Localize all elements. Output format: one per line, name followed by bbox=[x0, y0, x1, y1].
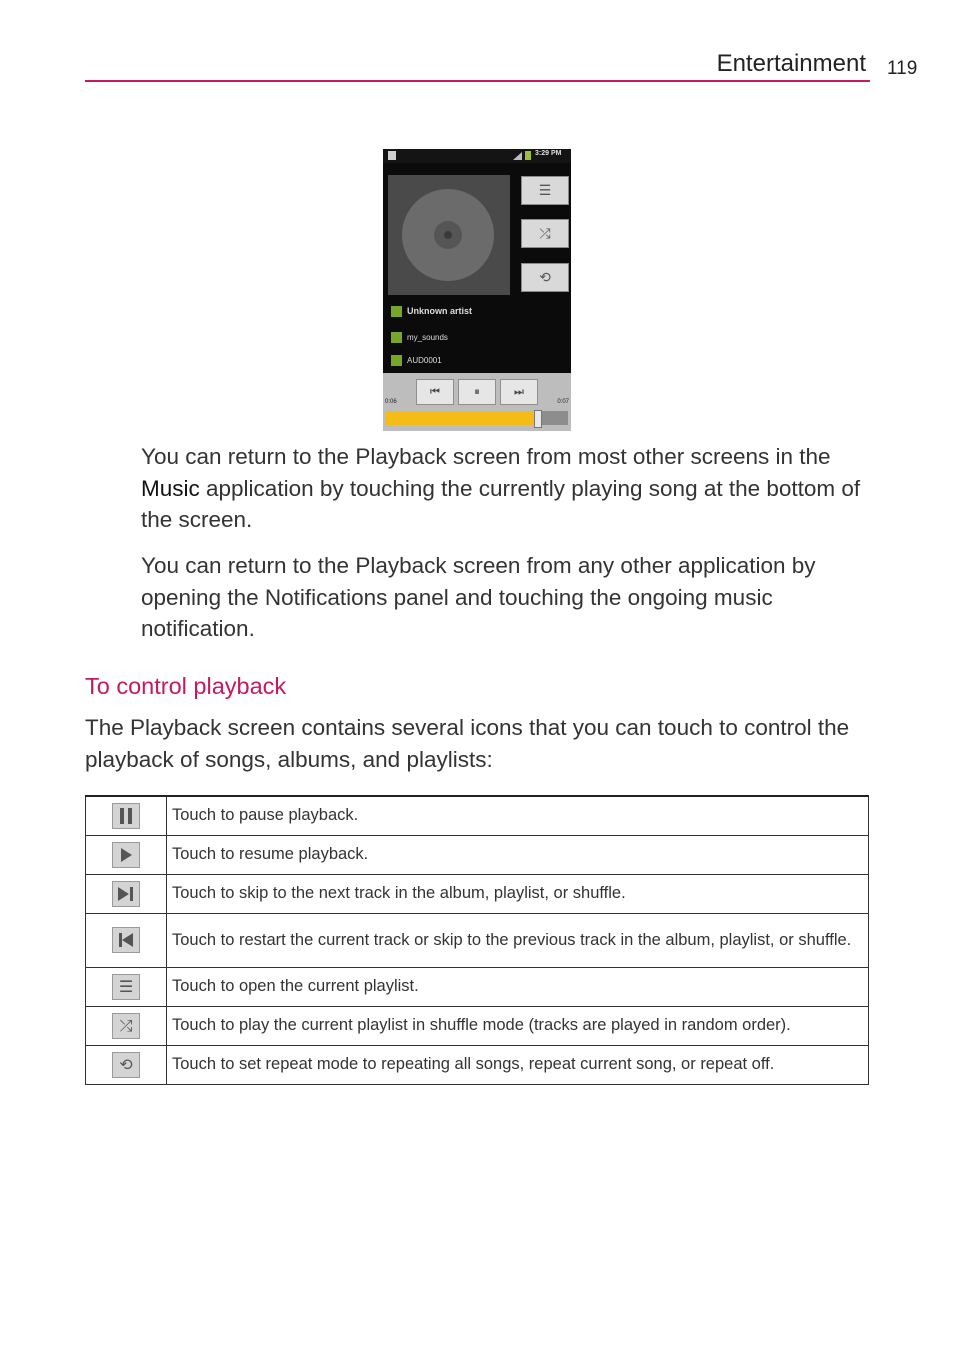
previous-track-icon bbox=[112, 927, 140, 953]
shuffle-icon: ⤮ bbox=[112, 1013, 140, 1039]
table-row bbox=[86, 913, 869, 967]
playlist-button[interactable] bbox=[521, 176, 569, 205]
playlist-icon: ☰ bbox=[538, 182, 552, 198]
playback-screenshot bbox=[383, 149, 571, 431]
previous-track-icon: ⏮ bbox=[430, 385, 440, 398]
total-time: 0:07 bbox=[557, 399, 569, 405]
p1-text-end: application by touching the currently playing song at the bottom of the screen. bbox=[141, 475, 861, 532]
song-row[interactable] bbox=[391, 353, 442, 367]
notification-icon bbox=[388, 151, 396, 160]
next-track-icon: ⏭ bbox=[514, 385, 524, 398]
p1-text-start: You can return to the Playback screen from most other screens in the bbox=[141, 444, 831, 469]
song-icon bbox=[391, 355, 402, 366]
paragraph-icons-intro: The Playback screen contains several icons that you can touch to control the playback of songs, albums, and playlists: bbox=[85, 715, 850, 772]
shuffle-button[interactable] bbox=[521, 219, 569, 248]
shuffle-icon: ⤮ bbox=[539, 225, 551, 241]
section-heading: To control playback bbox=[85, 673, 287, 699]
next-button[interactable] bbox=[500, 379, 538, 405]
album-art bbox=[388, 175, 510, 295]
repeat-icon: ⟲ bbox=[112, 1052, 140, 1078]
previous-button[interactable] bbox=[416, 379, 454, 405]
pause-icon: ⏸ bbox=[474, 385, 480, 398]
album-label: my_sounds bbox=[407, 332, 448, 342]
header-divider bbox=[85, 80, 870, 82]
repeat-button[interactable] bbox=[521, 263, 569, 292]
play-icon bbox=[112, 842, 140, 868]
page-number: 119 bbox=[887, 58, 918, 79]
table-row bbox=[86, 835, 869, 874]
pause-button[interactable] bbox=[458, 379, 496, 405]
table-row bbox=[86, 1006, 869, 1045]
icon-description: Touch to play the current playlist in shuffle mode (tracks are played in random order). bbox=[167, 1006, 869, 1045]
artist-label: Unknown artist bbox=[407, 306, 473, 316]
table-row bbox=[86, 796, 869, 835]
icon-description: Touch to restart the current track or skip to the previous track in the album, playlist, or shuffle. bbox=[167, 913, 869, 967]
paragraph-return-from-notifications: You can return to the Playback screen from any other application by opening the Notifications panel and touching the ongoing music notification. bbox=[141, 553, 816, 641]
icon-table bbox=[85, 795, 869, 1085]
album-row[interactable] bbox=[391, 330, 448, 344]
playlist-icon: ☰ bbox=[112, 974, 140, 1000]
artist-icon bbox=[391, 306, 402, 317]
progress-fill bbox=[385, 411, 537, 425]
icon-description: Touch to set repeat mode to repeating all songs, repeat current song, or repeat off. bbox=[167, 1045, 869, 1084]
song-label: AUD0001 bbox=[407, 355, 442, 365]
paragraph-return-from-screens bbox=[141, 441, 881, 536]
repeat-icon: ⟲ bbox=[539, 269, 551, 285]
status-bar bbox=[383, 149, 571, 163]
disc-icon bbox=[402, 189, 494, 281]
icon-description: Touch to skip to the next track in the album, playlist, or shuffle. bbox=[167, 874, 869, 913]
battery-icon bbox=[525, 151, 531, 160]
signal-icon bbox=[513, 152, 522, 160]
icon-description: Touch to open the current playlist. bbox=[167, 967, 869, 1006]
pause-icon bbox=[112, 803, 140, 829]
icon-description: Touch to pause playback. bbox=[167, 796, 869, 835]
section-header-title: Entertainment bbox=[716, 50, 866, 77]
artist-row[interactable] bbox=[391, 304, 472, 318]
status-time: 3:29 PM bbox=[535, 150, 562, 157]
next-track-icon bbox=[112, 881, 140, 907]
table-row bbox=[86, 874, 869, 913]
music-app-name: Music bbox=[141, 475, 200, 501]
table-row bbox=[86, 967, 869, 1006]
progress-bar[interactable] bbox=[385, 411, 568, 425]
icon-description: Touch to resume playback. bbox=[167, 835, 869, 874]
table-row bbox=[86, 1045, 869, 1084]
progress-knob[interactable] bbox=[534, 410, 542, 428]
album-icon bbox=[391, 332, 402, 343]
elapsed-time: 0:06 bbox=[385, 399, 397, 405]
playback-controls bbox=[383, 373, 571, 431]
